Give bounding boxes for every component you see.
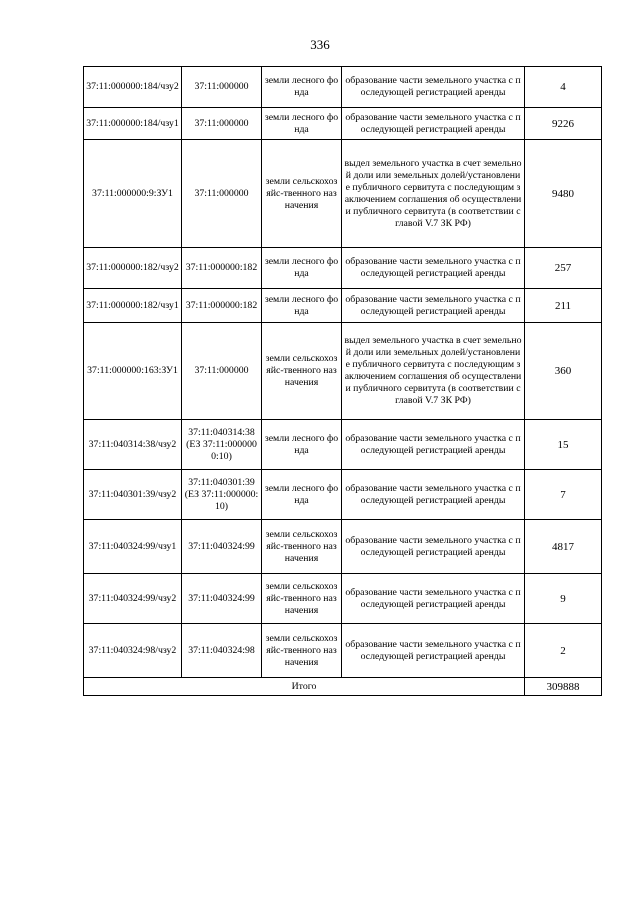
cadastral-number-cell: 37:11:000000:9:ЗУ1 <box>84 140 182 248</box>
cadastral-number-cell: 37:11:040301:39/чзу2 <box>84 470 182 520</box>
land-plots-table <box>83 66 602 696</box>
cadastral-number-cell: 37:11:040324:99/чзу2 <box>84 574 182 624</box>
land-category-cell: земли лесного фонда <box>262 289 342 323</box>
cadastral-quarter-cell: 37:11:000000:182 <box>182 289 262 323</box>
area-cell: 9 <box>525 574 602 624</box>
table-row <box>84 248 602 289</box>
land-category-cell: земли сельскохозяйс-твенного назначения <box>262 574 342 624</box>
table-row <box>84 67 602 108</box>
purpose-cell: образование части земельного участка с последующей регистрацией аренды <box>342 420 525 470</box>
area-cell: 7 <box>525 470 602 520</box>
cadastral-quarter-cell: 37:11:040301:39 (ЕЗ 37:11:000000:10) <box>182 470 262 520</box>
cadastral-quarter-cell: 37:11:000000 <box>182 108 262 140</box>
cadastral-quarter-cell: 37:11:040324:99 <box>182 574 262 624</box>
table-row <box>84 289 602 323</box>
cadastral-number-cell: 37:11:000000:182/чзу2 <box>84 248 182 289</box>
total-row <box>84 678 602 696</box>
land-category-cell: земли сельскохозяйс-твенного назначения <box>262 624 342 678</box>
table-row <box>84 624 602 678</box>
cadastral-number-cell: 37:11:040314:38/чзу2 <box>84 420 182 470</box>
area-cell: 211 <box>525 289 602 323</box>
table-row <box>84 470 602 520</box>
land-category-cell: земли лесного фонда <box>262 248 342 289</box>
purpose-cell: образование части земельного участка с последующей регистрацией аренды <box>342 67 525 108</box>
purpose-cell: выдел земельного участка в счет земельной доли или земельных долей/установление публичного сервитута с последующим заключением соглашения об осуществлении публичного сервитута (в соответствии с главой V.7 ЗК РФ) <box>342 140 525 248</box>
purpose-cell: образование части земельного участка с последующей регистрацией аренды <box>342 520 525 574</box>
table-row <box>84 574 602 624</box>
purpose-cell: образование части земельного участка с последующей регистрацией аренды <box>342 574 525 624</box>
land-category-cell: земли сельскохозяйс-твенного назначения <box>262 520 342 574</box>
table-row <box>84 108 602 140</box>
cadastral-number-cell: 37:11:040324:98/чзу2 <box>84 624 182 678</box>
table-row <box>84 520 602 574</box>
land-category-cell: земли лесного фонда <box>262 108 342 140</box>
cadastral-quarter-cell: 37:11:040324:99 <box>182 520 262 574</box>
cadastral-quarter-cell: 37:11:000000:182 <box>182 248 262 289</box>
cadastral-quarter-cell: 37:11:000000 <box>182 323 262 420</box>
area-cell: 15 <box>525 420 602 470</box>
cadastral-number-cell: 37:11:000000:163:ЗУ1 <box>84 323 182 420</box>
purpose-cell: образование части земельного участка с последующей регистрацией аренды <box>342 108 525 140</box>
area-cell: 4 <box>525 67 602 108</box>
land-category-cell: земли сельскохозяйс-твенного назначения <box>262 323 342 420</box>
land-category-cell: земли лесного фонда <box>262 67 342 108</box>
cadastral-number-cell: 37:11:000000:182/чзу1 <box>84 289 182 323</box>
purpose-cell: образование части земельного участка с последующей регистрацией аренды <box>342 248 525 289</box>
area-cell: 2 <box>525 624 602 678</box>
cadastral-quarter-cell: 37:11:040324:98 <box>182 624 262 678</box>
land-category-cell: земли сельскохозяйс-твенного назначения <box>262 140 342 248</box>
cadastral-quarter-cell: 37:11:000000 <box>182 140 262 248</box>
land-category-cell: земли лесного фонда <box>262 470 342 520</box>
cadastral-number-cell: 37:11:000000:184/чзу1 <box>84 108 182 140</box>
table-row <box>84 323 602 420</box>
page-number: 336 <box>310 37 330 52</box>
area-cell: 360 <box>525 323 602 420</box>
purpose-cell: выдел земельного участка в счет земельной доли или земельных долей/установление публичного сервитута с последующим заключением соглашения об осуществлении публичного сервитута (в соответствии с главой V.7 ЗК РФ) <box>342 323 525 420</box>
table-row <box>84 420 602 470</box>
total-label: Итого <box>84 678 525 696</box>
cadastral-number-cell: 37:11:000000:184/чзу2 <box>84 67 182 108</box>
area-cell: 4817 <box>525 520 602 574</box>
area-cell: 9226 <box>525 108 602 140</box>
cadastral-quarter-cell: 37:11:000000 <box>182 67 262 108</box>
cadastral-number-cell: 37:11:040324:99/чзу1 <box>84 520 182 574</box>
purpose-cell: образование части земельного участка с последующей регистрацией аренды <box>342 624 525 678</box>
land-plots-table-body <box>84 67 602 678</box>
table-row <box>84 140 602 248</box>
purpose-cell: образование части земельного участка с последующей регистрацией аренды <box>342 470 525 520</box>
land-category-cell: земли лесного фонда <box>262 420 342 470</box>
area-cell: 9480 <box>525 140 602 248</box>
area-cell: 257 <box>525 248 602 289</box>
purpose-cell: образование части земельного участка с последующей регистрацией аренды <box>342 289 525 323</box>
cadastral-quarter-cell: 37:11:040314:38 (ЕЗ 37:11:0000000:10) <box>182 420 262 470</box>
total-value: 309888 <box>525 678 602 696</box>
